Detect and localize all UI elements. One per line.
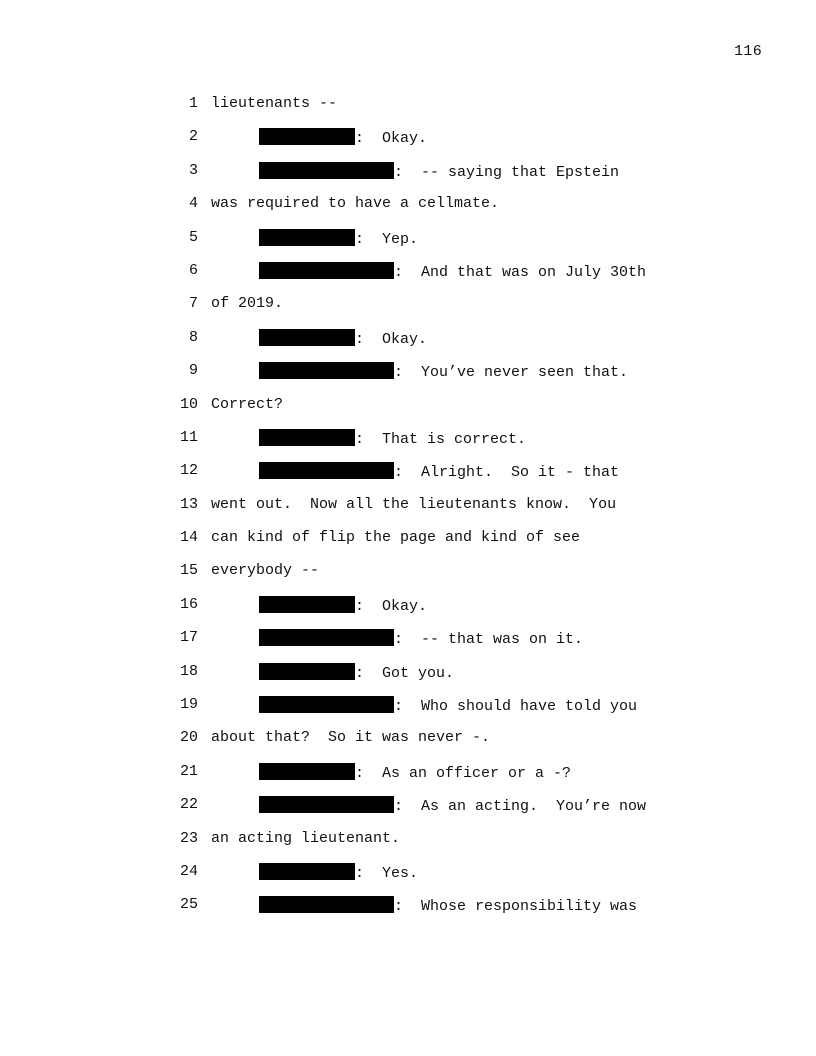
transcript-line [0,287,816,320]
line-text: Correct? [211,395,284,413]
transcript-line [0,688,816,721]
line-number: 16 [179,595,198,613]
redacted-speaker-name [259,229,355,246]
speaker-statement [259,462,619,481]
line-text: : Alright. So it - that [394,464,620,482]
redacted-speaker-name [259,629,394,646]
continuation-text [211,729,490,746]
transcript-line [0,755,816,788]
transcript-line [0,187,816,220]
transcript-line [0,655,816,688]
line-text: was required to have a cellmate. [211,195,500,213]
line-number: 11 [179,428,198,446]
line-number: 21 [179,762,198,780]
speaker-statement [259,596,427,615]
speaker-statement [259,262,646,281]
redacted-speaker-name [259,128,355,145]
line-text: : Okay. [355,330,428,348]
transcript-line [0,154,816,187]
speaker-statement [259,329,427,348]
transcript-line [0,855,816,888]
redacted-speaker-name [259,162,394,179]
line-text: lieutenants -- [211,95,338,112]
line-number: 8 [188,328,198,346]
transcript-line [0,321,816,354]
redacted-speaker-name [259,362,394,379]
line-text: : -- saying that Epstein [394,163,620,181]
speaker-statement [259,663,454,682]
line-text: : -- that was on it. [394,631,584,649]
speaker-statement [259,162,619,181]
line-number: 6 [188,261,198,279]
transcript-line [0,221,816,254]
continuation-text [211,529,580,546]
redacted-speaker-name [259,796,394,813]
line-text: : Okay. [355,597,428,615]
line-number: 20 [179,729,198,747]
line-number: 9 [188,362,198,380]
continuation-text [211,195,499,212]
transcript-line [0,254,816,287]
continuation-text [211,830,400,847]
continuation-text [211,562,319,579]
line-text: : That is correct. [355,430,527,448]
line-text: of 2019. [211,295,284,313]
redacted-speaker-name [259,896,394,913]
line-number: 17 [179,629,198,647]
line-text: went out. Now all the lieutenants know. You [211,495,617,513]
transcript-line [0,87,816,120]
continuation-text [211,95,337,112]
line-number: 18 [179,662,198,680]
line-text: : You’ve never seen that. [394,364,629,382]
line-number: 23 [179,829,198,847]
transcript-line [0,554,816,587]
line-number: 2 [188,128,198,146]
transcript-line [0,888,816,921]
transcript-line [0,822,816,855]
line-text: : And that was on July 30th [394,263,647,281]
continuation-text [211,295,283,312]
page-number: 116 [734,43,762,60]
speaker-statement [259,629,583,648]
transcript-line [0,120,816,153]
transcript-line [0,388,816,421]
line-text: : Yep. [355,230,419,248]
line-number: 19 [179,696,198,714]
line-number: 25 [179,896,198,914]
line-text: : Who should have told you [394,698,638,716]
line-number: 12 [179,462,198,480]
speaker-statement [259,796,646,815]
line-text: about that? So it was never -. [211,729,491,747]
line-number: 7 [188,295,198,313]
transcript-line [0,521,816,554]
transcript-line [0,454,816,487]
line-text: can kind of flip the page and kind of see [211,529,581,547]
line-text: : As an acting. You’re now [394,798,647,816]
speaker-statement [259,696,637,715]
redacted-speaker-name [259,429,355,446]
line-number: 3 [188,161,198,179]
line-text: : Got you. [355,664,455,682]
redacted-speaker-name [259,696,394,713]
redacted-speaker-name [259,462,394,479]
speaker-statement [259,229,418,248]
line-number: 10 [179,395,198,413]
redacted-speaker-name [259,763,355,780]
redacted-speaker-name [259,596,355,613]
line-text: : Okay. [355,130,428,148]
line-number: 1 [188,95,198,112]
speaker-statement [259,863,418,882]
speaker-statement [259,128,427,147]
transcript-line [0,621,816,654]
continuation-text [211,496,616,513]
transcript-line [0,588,816,621]
transcript-line [0,421,816,454]
line-number: 5 [188,228,198,246]
line-text: an acting lieutenant. [211,829,401,847]
transcript-line [0,721,816,754]
transcript-line [0,354,816,387]
speaker-statement [259,896,637,915]
speaker-statement [259,429,526,448]
redacted-speaker-name [259,262,394,279]
line-text: : Yes. [355,864,419,882]
speaker-statement [259,763,571,782]
transcript-body [0,87,816,922]
line-number: 4 [188,195,198,213]
line-number: 13 [179,495,198,513]
line-text: : As an officer or a -? [355,764,572,782]
continuation-text [211,396,283,413]
line-number: 22 [179,796,198,814]
redacted-speaker-name [259,863,355,880]
redacted-speaker-name [259,663,355,680]
speaker-statement [259,362,628,381]
transcript-line [0,788,816,821]
line-text: everybody -- [211,562,320,580]
line-number: 15 [179,562,198,580]
line-text: : Whose responsibility was [394,898,638,916]
line-number: 14 [179,529,198,547]
redacted-speaker-name [259,329,355,346]
line-number: 24 [179,862,198,880]
transcript-line [0,488,816,521]
